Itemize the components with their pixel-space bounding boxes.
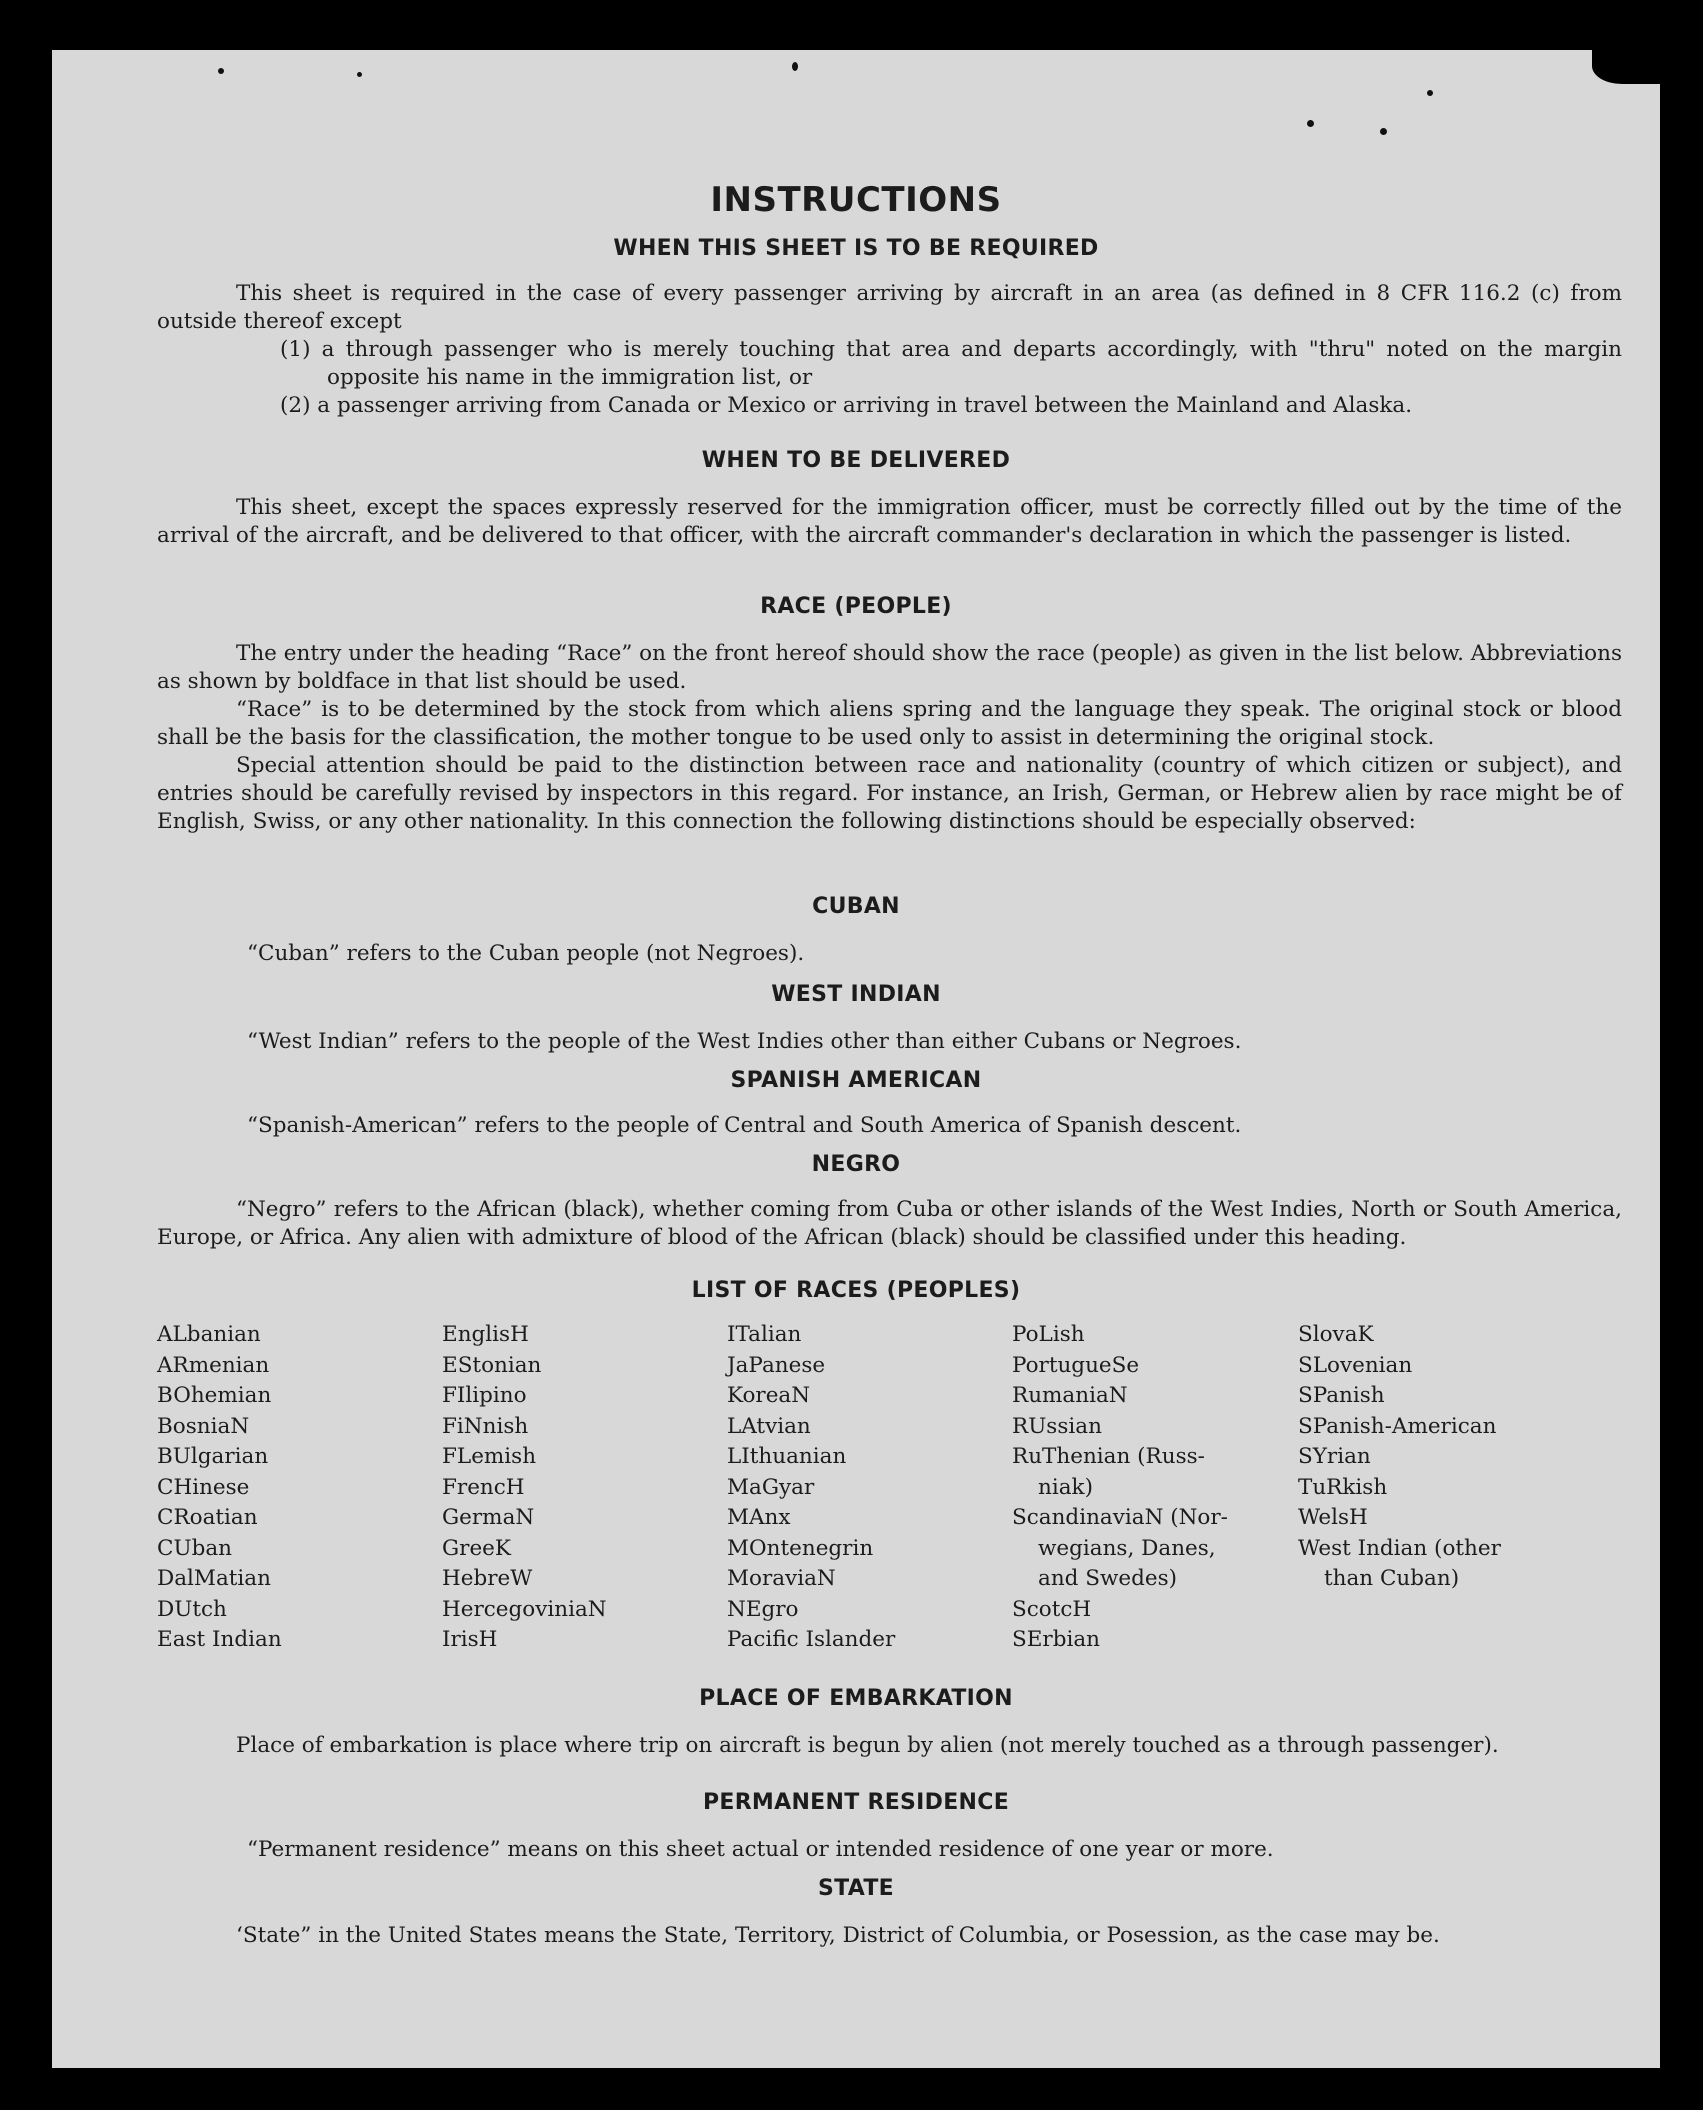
race-item: MAnx bbox=[727, 1505, 791, 1530]
section-heading-negro: NEGRO bbox=[811, 1152, 901, 1177]
paragraph: “Spanish-American” refers to the people of Central and South America of Spanish descent. bbox=[247, 1113, 1242, 1138]
when-required-body bbox=[157, 280, 1622, 420]
race-item: LAtvian bbox=[727, 1413, 811, 1439]
race-item: SlovaK bbox=[1298, 1322, 1374, 1347]
races-column-5 bbox=[1298, 1320, 1568, 1595]
race-item: Pacific Islander bbox=[727, 1627, 896, 1652]
race-item: East Indian bbox=[157, 1627, 282, 1652]
paragraph: “Cuban” refers to the Cuban people (not Negroes). bbox=[247, 941, 805, 966]
paragraph: Place of embarkation is place where trip on aircraft is begun by alien (not merely touched as a through passenger). bbox=[236, 1733, 1499, 1758]
speck bbox=[1307, 120, 1314, 127]
race-item-continued: wegians, Danes, bbox=[1038, 1535, 1216, 1561]
list-item: (1) a through passenger who is merely touching that area and departs accordingly, with "thru" noted on the margin opposite his name in the immigration list, or bbox=[280, 337, 1622, 390]
race-item: FIlipino bbox=[442, 1383, 527, 1408]
speck bbox=[792, 62, 798, 71]
race-body bbox=[157, 640, 1622, 836]
race-item: CHinese bbox=[157, 1474, 250, 1500]
paragraph: ‘State” in the United States means the State, Territory, District of Columbia, or Posession, as the case may be. bbox=[236, 1923, 1440, 1948]
race-item: ScandinaviaN (Nor- bbox=[1012, 1505, 1228, 1530]
race-item: BosniaN bbox=[157, 1413, 250, 1439]
race-item: West Indian (other bbox=[1298, 1535, 1501, 1561]
race-item: ARmenian bbox=[157, 1352, 270, 1378]
race-item: HercegoviniaN bbox=[442, 1596, 607, 1622]
race-item: LIthuanian bbox=[727, 1444, 847, 1469]
race-item: SPanish-American bbox=[1298, 1413, 1497, 1439]
paragraph: Special attention should be paid to the distinction between race and nationality (country of which citizen or subject), and entries should be carefully revised by inspectors in this regard. For instance, an Irish, German, or Hebrew alien by race might be of English, Swiss, or any other nationality. In this connection the following distinctions should be especially observed: bbox=[157, 753, 1622, 834]
race-item: ALbanian bbox=[157, 1322, 261, 1347]
race-item: JaPanese bbox=[727, 1352, 826, 1378]
race-item: BUlgarian bbox=[157, 1444, 269, 1469]
races-column-3 bbox=[727, 1320, 997, 1656]
race-item: TuRkish bbox=[1298, 1474, 1388, 1500]
race-item: MOntenegrin bbox=[727, 1535, 874, 1561]
paragraph: “Permanent residence” means on this sheet actual or intended residence of one year or more. bbox=[247, 1837, 1274, 1862]
list-item: (2) a passenger arriving from Canada or Mexico or arriving in travel between the Mainland and Alaska. bbox=[280, 393, 1413, 418]
race-item: EnglisH bbox=[442, 1322, 529, 1347]
race-item: GermaN bbox=[442, 1505, 535, 1530]
race-item: CRoatian bbox=[157, 1505, 258, 1530]
race-item: SPanish bbox=[1298, 1383, 1385, 1408]
race-item: PoLish bbox=[1012, 1322, 1085, 1347]
speck bbox=[218, 68, 224, 74]
paragraph: This sheet is required in the case of every passenger arriving by aircraft in an area (as defined in 8 CFR 116.2 (c) from outside thereof except bbox=[157, 281, 1622, 334]
paragraph: “Negro” refers to the African (black), whether coming from Cuba or other islands of the West Indies, North or South America, Europe, or Africa. Any alien with admixture of blood of the African (black) should be classified under this heading. bbox=[157, 1197, 1622, 1250]
race-item-continued: and Swedes) bbox=[1038, 1566, 1178, 1591]
section-heading-when-delivered: WHEN TO BE DELIVERED bbox=[701, 448, 1011, 473]
race-item: RumaniaN bbox=[1012, 1383, 1128, 1408]
race-item: FLemish bbox=[442, 1444, 537, 1469]
race-item: SYrian bbox=[1298, 1444, 1371, 1469]
race-item: SErbian bbox=[1012, 1627, 1101, 1652]
race-item: MoraviaN bbox=[727, 1566, 836, 1591]
race-item: WelsH bbox=[1298, 1505, 1368, 1530]
races-column-1 bbox=[157, 1320, 427, 1656]
section-heading-west-indian: WEST INDIAN bbox=[771, 982, 941, 1007]
speck bbox=[1380, 128, 1387, 135]
race-item: RUssian bbox=[1012, 1413, 1102, 1439]
race-item: GreeK bbox=[442, 1535, 511, 1561]
cuban-body bbox=[157, 940, 1622, 968]
race-item: PortugueSe bbox=[1012, 1352, 1140, 1378]
paragraph: This sheet, except the spaces expressly reserved for the immigration officer, must be correctly filled out by the time of the arrival of the aircraft, and be delivered to that officer, with the aircraft commander's declaration in which the passenger is listed. bbox=[157, 495, 1622, 548]
section-heading-residence: PERMANENT RESIDENCE bbox=[702, 1790, 1010, 1815]
race-item-continued: niak) bbox=[1038, 1474, 1093, 1500]
page-title: INSTRUCTIONS bbox=[710, 180, 1002, 220]
race-item: ScotcH bbox=[1012, 1596, 1092, 1622]
races-column-4 bbox=[1012, 1320, 1282, 1656]
race-item-continued: than Cuban) bbox=[1324, 1566, 1460, 1591]
section-heading-list-of-races: LIST OF RACES (PEOPLES) bbox=[691, 1278, 1021, 1303]
race-item: FrencH bbox=[442, 1474, 525, 1500]
paragraph: “West Indian” refers to the people of the West Indies other than either Cubans or Negroes. bbox=[247, 1029, 1242, 1054]
section-heading-embarkation: PLACE OF EMBARKATION bbox=[699, 1686, 1013, 1711]
when-delivered-body bbox=[157, 494, 1622, 550]
race-item: RuThenian (Russ- bbox=[1012, 1444, 1205, 1469]
embarkation-body bbox=[157, 1732, 1622, 1760]
race-item: DUtch bbox=[157, 1596, 227, 1622]
section-heading-when-required: WHEN THIS SHEET IS TO BE REQUIRED bbox=[613, 236, 1099, 261]
race-item: FiNnish bbox=[442, 1413, 529, 1439]
document-page bbox=[52, 50, 1660, 2068]
section-heading-race: RACE (PEOPLE) bbox=[760, 594, 952, 619]
race-item: CUban bbox=[157, 1535, 232, 1561]
race-item: DalMatian bbox=[157, 1566, 271, 1591]
negro-body bbox=[157, 1196, 1622, 1252]
race-item: NEgro bbox=[727, 1596, 799, 1622]
speck bbox=[1427, 90, 1433, 96]
race-item: EStonian bbox=[442, 1352, 542, 1378]
west-indian-body bbox=[157, 1028, 1622, 1056]
section-heading-state: STATE bbox=[818, 1876, 894, 1901]
race-item: SLovenian bbox=[1298, 1352, 1413, 1378]
torn-corner bbox=[1592, 50, 1660, 84]
race-item: KoreaN bbox=[727, 1383, 811, 1408]
residence-body bbox=[157, 1836, 1622, 1864]
paragraph: “Race” is to be determined by the stock from which aliens spring and the language they speak. The original stock or blood shall be the basis for the classification, the mother tongue to be used only to assist in determining the original stock. bbox=[157, 697, 1622, 750]
section-heading-cuban: CUBAN bbox=[812, 894, 900, 919]
race-item: ITalian bbox=[727, 1322, 802, 1347]
races-column-2 bbox=[442, 1320, 712, 1656]
race-item: MaGyar bbox=[727, 1474, 815, 1500]
state-body bbox=[157, 1922, 1622, 1950]
spanish-american-body bbox=[157, 1112, 1622, 1140]
race-item: BOhemian bbox=[157, 1383, 272, 1408]
race-item: IrisH bbox=[442, 1627, 498, 1652]
paragraph: The entry under the heading “Race” on the front hereof should show the race (people) as given in the list below. Abbreviations as shown by boldface in that list should be used. bbox=[157, 641, 1622, 694]
race-item: HebreW bbox=[442, 1566, 533, 1591]
speck bbox=[357, 72, 362, 77]
section-heading-spanish-american: SPANISH AMERICAN bbox=[730, 1068, 982, 1093]
